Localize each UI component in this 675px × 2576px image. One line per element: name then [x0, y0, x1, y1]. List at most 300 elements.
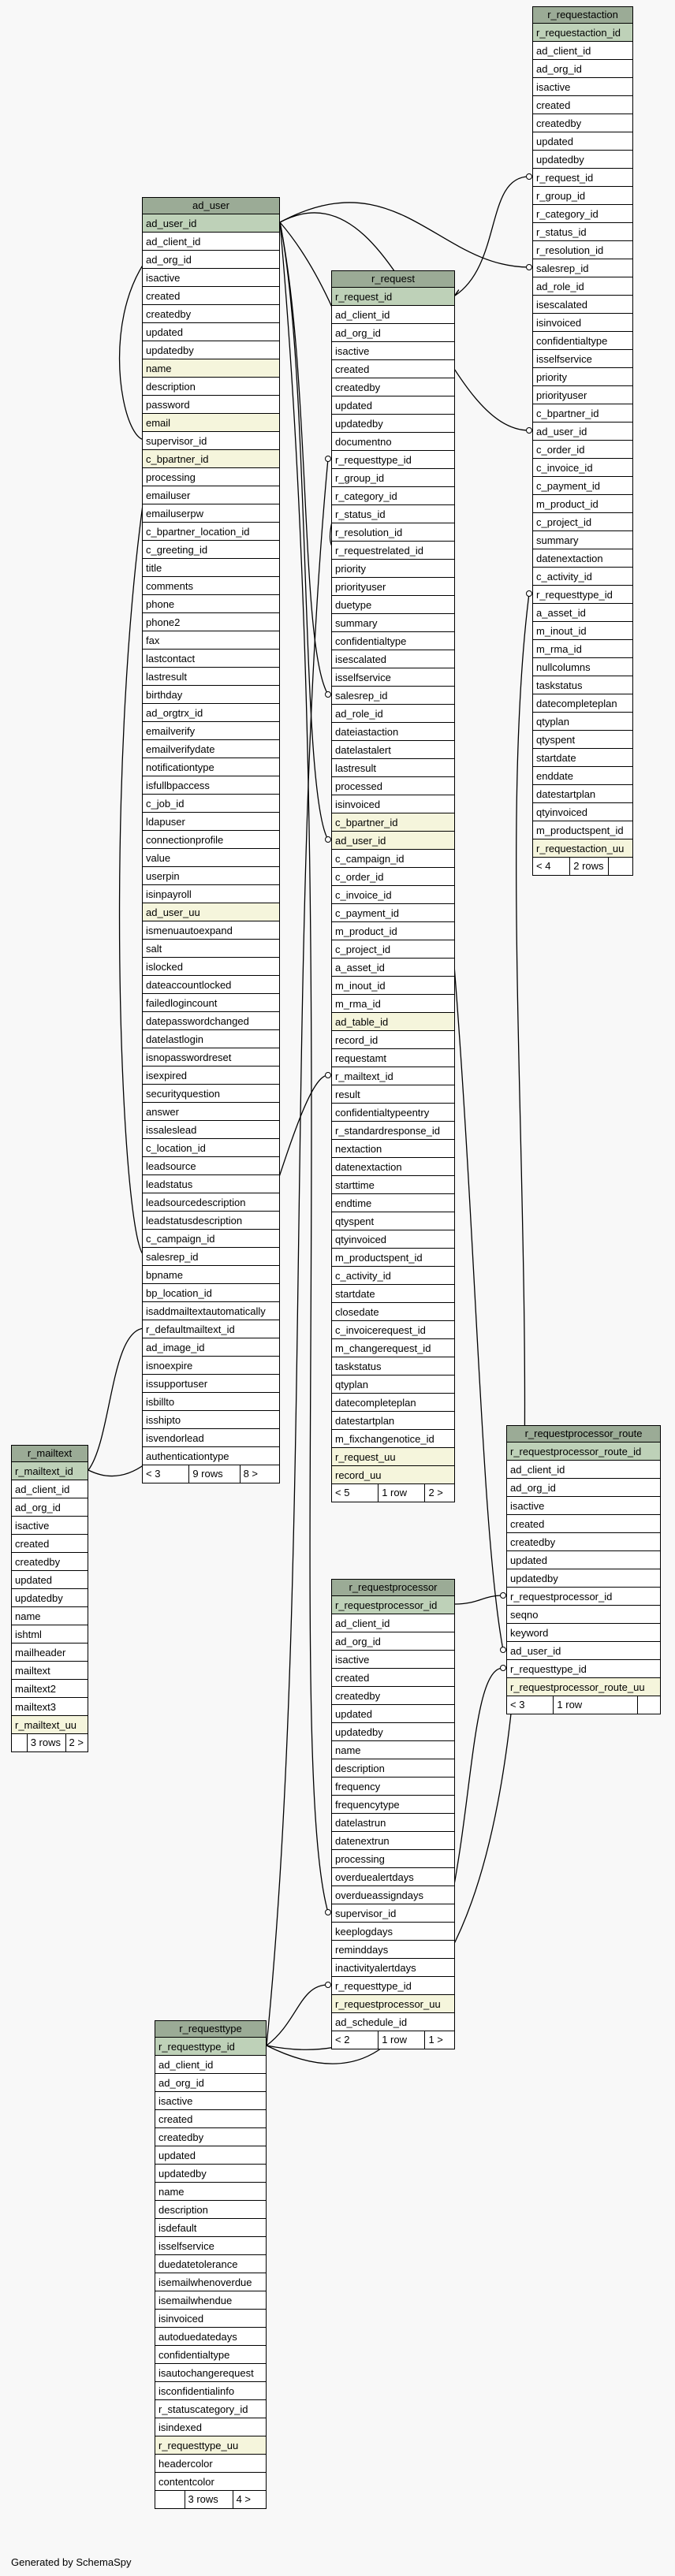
column-row[interactable]: createdby [533, 114, 632, 132]
column-row[interactable]: isaddmailtextautomatically [143, 1302, 279, 1320]
column-row[interactable]: qtyinvoiced [533, 803, 632, 821]
column-row[interactable]: dateiastaction [332, 723, 454, 741]
column-row[interactable]: r_requestprocessor_id [507, 1588, 660, 1606]
column-row[interactable]: r_request_id [332, 288, 454, 306]
column-row[interactable]: c_bpartner_id [143, 450, 279, 468]
column-row[interactable]: emailverifydate [143, 740, 279, 758]
row-count[interactable]: 3 rows [28, 1734, 66, 1751]
column-row[interactable]: ad_org_id [155, 2074, 266, 2092]
column-row[interactable]: ad_schedule_id [332, 2013, 454, 2031]
column-row[interactable]: securityquestion [143, 1085, 279, 1103]
column-row[interactable]: salesrep_id [533, 259, 632, 277]
column-row[interactable]: lastresult [332, 759, 454, 777]
column-row[interactable]: c_invoicerequest_id [332, 1321, 454, 1339]
column-row[interactable]: ad_org_id [533, 60, 632, 78]
column-row[interactable]: phone [143, 595, 279, 613]
column-row[interactable]: confidentialtype [155, 2346, 266, 2364]
column-row[interactable]: isindexed [155, 2418, 266, 2436]
column-row[interactable]: ad_client_id [507, 1461, 660, 1479]
column-row[interactable]: r_requesttype_id [332, 451, 454, 469]
column-row[interactable]: r_requesttype_id [332, 1977, 454, 1995]
column-row[interactable]: r_requestrelated_id [332, 542, 454, 560]
column-row[interactable]: enddate [533, 767, 632, 785]
column-row[interactable]: emailverify [143, 722, 279, 740]
column-row[interactable]: c_project_id [533, 513, 632, 531]
column-row[interactable]: m_productspent_id [332, 1249, 454, 1267]
column-row[interactable]: c_payment_id [332, 904, 454, 922]
column-row[interactable]: isselfservice [332, 668, 454, 687]
column-row[interactable]: c_campaign_id [332, 850, 454, 868]
column-row[interactable]: updatedby [533, 151, 632, 169]
column-row[interactable]: qtyspent [332, 1212, 454, 1230]
column-row[interactable]: ad_org_id [332, 324, 454, 342]
column-row[interactable]: mailtext3 [12, 1698, 88, 1716]
column-row[interactable]: leadstatusdescription [143, 1212, 279, 1230]
relationship-end-marker [501, 1647, 506, 1653]
column-row[interactable]: updatedby [12, 1589, 88, 1607]
column-row[interactable]: updated [332, 1705, 454, 1723]
column-row[interactable]: ad_user_id [332, 832, 454, 850]
column-row[interactable]: qtyplan [533, 713, 632, 731]
column-row[interactable]: issupportuser [143, 1375, 279, 1393]
column-row[interactable]: isinvoiced [155, 2310, 266, 2328]
column-row[interactable]: summary [533, 531, 632, 549]
column-row[interactable]: c_bpartner_id [332, 813, 454, 832]
column-row[interactable]: ad_client_id [155, 2056, 266, 2074]
column-row[interactable]: result [332, 1085, 454, 1104]
column-row[interactable]: ad_org_id [12, 1498, 88, 1517]
column-row[interactable]: m_product_id [533, 495, 632, 513]
column-row[interactable]: record_uu [332, 1466, 454, 1484]
column-row[interactable]: confidentialtype [533, 332, 632, 350]
column-row[interactable]: isinvoiced [533, 314, 632, 332]
column-row[interactable]: ishtml [12, 1625, 88, 1644]
column-row[interactable]: created [533, 96, 632, 114]
column-row[interactable]: isactive [332, 342, 454, 360]
column-row[interactable]: r_category_id [533, 205, 632, 223]
column-row[interactable]: created [332, 1669, 454, 1687]
table-footer [155, 2491, 266, 2508]
column-row[interactable]: isbillto [143, 1393, 279, 1411]
column-row[interactable]: title [143, 559, 279, 577]
column-row[interactable]: mailtext2 [12, 1680, 88, 1698]
column-row[interactable]: ad_client_id [332, 306, 454, 324]
parents-count[interactable]: < 5 [332, 1484, 379, 1502]
column-row[interactable]: islocked [143, 958, 279, 976]
column-row[interactable]: createdby [12, 1553, 88, 1571]
column-row[interactable]: updatedby [155, 2165, 266, 2183]
column-row[interactable]: c_greeting_id [143, 541, 279, 559]
children-count[interactable]: 4 > [236, 2493, 252, 2505]
column-row[interactable]: ad_role_id [533, 277, 632, 296]
column-row[interactable]: password [143, 396, 279, 414]
column-row[interactable]: datepasswordchanged [143, 1012, 279, 1030]
column-row[interactable]: emailuserpw [143, 504, 279, 523]
table-title[interactable]: ad_user [143, 198, 279, 214]
column-row[interactable]: c_bpartner_id [533, 404, 632, 423]
column-row[interactable]: c_order_id [332, 868, 454, 886]
column-row[interactable]: priorityuser [332, 578, 454, 596]
column-row[interactable]: nextaction [332, 1140, 454, 1158]
column-row[interactable]: qtyinvoiced [332, 1230, 454, 1249]
relationship-line [267, 1985, 328, 2046]
column-row[interactable]: created [12, 1535, 88, 1553]
column-row[interactable]: isvendorlead [143, 1429, 279, 1447]
column-row[interactable]: datelastrun [332, 1814, 454, 1832]
column-row[interactable]: closedate [332, 1303, 454, 1321]
column-row[interactable]: c_payment_id [533, 477, 632, 495]
column-row[interactable]: datelastalert [332, 741, 454, 759]
row-count[interactable]: 2 rows [570, 858, 609, 875]
column-row[interactable]: description [332, 1759, 454, 1778]
column-row[interactable]: m_inout_id [533, 622, 632, 640]
table-r-requestprocessor-route [506, 1425, 661, 1714]
column-row[interactable]: r_mailtext_id [332, 1067, 454, 1085]
column-row[interactable]: isemailwhenoverdue [155, 2273, 266, 2291]
column-row[interactable]: r_group_id [533, 187, 632, 205]
relationship-end-marker [326, 1073, 331, 1078]
column-row[interactable]: r_resolution_id [332, 523, 454, 542]
column-row[interactable]: isdefault [155, 2219, 266, 2237]
column-row[interactable]: contentcolor [155, 2473, 266, 2491]
column-row[interactable]: frequencytype [332, 1796, 454, 1814]
relationship-end-marker [326, 692, 331, 698]
column-row[interactable]: createdby [143, 305, 279, 323]
column-row[interactable]: r_mailtext_id [12, 1462, 88, 1480]
parents-count[interactable]: < 3 [143, 1465, 189, 1483]
column-row[interactable]: failedlogincount [143, 994, 279, 1012]
column-row[interactable]: ad_client_id [332, 1614, 454, 1632]
children-count[interactable]: 8 > [243, 1468, 258, 1480]
column-row[interactable]: inactivityalertdays [332, 1959, 454, 1977]
column-row[interactable]: datenextaction [332, 1158, 454, 1176]
column-row[interactable]: isactive [507, 1497, 660, 1515]
column-row[interactable]: bp_location_id [143, 1284, 279, 1302]
column-row[interactable]: salt [143, 940, 279, 958]
children-count[interactable]: 2 > [428, 1487, 443, 1498]
column-row[interactable]: datecompleteplan [533, 694, 632, 713]
column-row[interactable]: ad_role_id [332, 705, 454, 723]
column-row[interactable]: m_rma_id [332, 995, 454, 1013]
relationship-end-marker [326, 837, 331, 843]
column-row[interactable]: frequency [332, 1778, 454, 1796]
column-row[interactable]: c_activity_id [332, 1267, 454, 1285]
column-row[interactable]: isinvoiced [332, 795, 454, 813]
relationship-end-marker [326, 1982, 331, 1988]
column-row[interactable]: supervisor_id [143, 432, 279, 450]
table-title[interactable]: r_request [332, 271, 454, 288]
column-row[interactable]: isnopasswordreset [143, 1048, 279, 1067]
column-row[interactable]: ad_user_id [507, 1642, 660, 1660]
column-row[interactable]: updated [12, 1571, 88, 1589]
column-row[interactable]: created [332, 360, 454, 378]
column-row[interactable]: priority [332, 560, 454, 578]
relationship-line [280, 203, 529, 267]
column-row[interactable]: salesrep_id [332, 687, 454, 705]
column-row[interactable]: m_inout_id [332, 977, 454, 995]
column-row[interactable]: leadstatus [143, 1175, 279, 1193]
column-row[interactable]: r_requesttype_id [507, 1660, 660, 1678]
column-row[interactable]: createdby [332, 1687, 454, 1705]
column-row[interactable]: lastresult [143, 668, 279, 686]
column-row[interactable]: ad_org_id [332, 1632, 454, 1651]
column-row[interactable]: value [143, 849, 279, 867]
column-row[interactable]: priorityuser [533, 386, 632, 404]
column-row[interactable]: datestartplan [533, 785, 632, 803]
column-row[interactable]: r_request_uu [332, 1448, 454, 1466]
column-row[interactable]: isinpayroll [143, 885, 279, 903]
column-row[interactable]: ad_client_id [533, 42, 632, 60]
column-row[interactable]: phone2 [143, 613, 279, 631]
column-row[interactable]: createdby [332, 378, 454, 396]
column-row[interactable]: r_status_id [332, 505, 454, 523]
column-row[interactable]: overduealertdays [332, 1868, 454, 1886]
column-row[interactable]: isconfidentialinfo [155, 2382, 266, 2400]
column-row[interactable]: m_fixchangenotice_id [332, 1430, 454, 1448]
column-row[interactable]: datelastlogin [143, 1030, 279, 1048]
column-row[interactable]: birthday [143, 686, 279, 704]
column-row[interactable]: processed [332, 777, 454, 795]
column-row[interactable]: isselfservice [155, 2237, 266, 2255]
column-row[interactable]: r_requestprocessor_route_uu [507, 1678, 660, 1696]
column-row[interactable]: updated [332, 396, 454, 415]
column-row[interactable]: r_statuscategory_id [155, 2400, 266, 2418]
column-row[interactable]: isactive [332, 1651, 454, 1669]
column-row[interactable]: a_asset_id [332, 959, 454, 977]
children-count[interactable]: 1 > [428, 2034, 443, 2046]
table-footer [143, 1465, 279, 1483]
column-row[interactable]: answer [143, 1103, 279, 1121]
table-title[interactable]: r_requestprocessor_route [507, 1426, 660, 1442]
column-row[interactable]: isselfservice [533, 350, 632, 368]
column-row[interactable]: keyword [507, 1624, 660, 1642]
column-row[interactable]: c_invoice_id [332, 886, 454, 904]
column-row[interactable]: c_bpartner_location_id [143, 523, 279, 541]
column-row[interactable]: seqno [507, 1606, 660, 1624]
column-row[interactable]: ad_user_uu [143, 903, 279, 921]
relationship-end-marker [501, 1593, 506, 1599]
parents-count[interactable]: < 2 [332, 2031, 379, 2049]
column-row[interactable]: a_asset_id [533, 604, 632, 622]
column-row[interactable]: supervisor_id [332, 1904, 454, 1923]
column-row[interactable]: emailuser [143, 486, 279, 504]
row-count[interactable]: 3 rows [185, 2491, 233, 2508]
column-row[interactable]: qtyplan [332, 1375, 454, 1394]
column-row[interactable]: ad_user_id [143, 214, 279, 233]
column-row[interactable]: authenticationtype [143, 1447, 279, 1465]
column-row[interactable]: updated [533, 132, 632, 151]
column-row[interactable]: r_mailtext_uu [12, 1716, 88, 1734]
column-row[interactable]: reminddays [332, 1941, 454, 1959]
column-row[interactable]: r_status_id [533, 223, 632, 241]
column-row[interactable]: salesrep_id [143, 1248, 279, 1266]
column-row[interactable]: keeplogdays [332, 1923, 454, 1941]
column-row[interactable]: datecompleteplan [332, 1394, 454, 1412]
column-row[interactable]: created [155, 2110, 266, 2128]
column-row[interactable]: leadsource [143, 1157, 279, 1175]
column-row[interactable]: m_rma_id [533, 640, 632, 658]
column-row[interactable]: isactive [12, 1517, 88, 1535]
column-row[interactable]: lastcontact [143, 650, 279, 668]
column-row[interactable]: overdueassigndays [332, 1886, 454, 1904]
column-row[interactable]: updated [143, 323, 279, 341]
table-title[interactable]: r_requestaction [533, 7, 632, 24]
column-row[interactable]: r_requestaction_id [533, 24, 632, 42]
column-row[interactable]: ad_user_id [533, 423, 632, 441]
column-row[interactable]: isemailwhendue [155, 2291, 266, 2310]
column-row[interactable]: r_requestprocessor_uu [332, 1995, 454, 2013]
column-row[interactable]: taskstatus [332, 1357, 454, 1375]
column-row[interactable]: autoduedatedays [155, 2328, 266, 2346]
column-row[interactable]: updatedby [143, 341, 279, 359]
column-row[interactable]: mailtext [12, 1662, 88, 1680]
column-row[interactable]: r_category_id [332, 487, 454, 505]
column-row[interactable]: ad_org_id [143, 251, 279, 269]
column-row[interactable]: c_activity_id [533, 568, 632, 586]
table-title[interactable]: r_requestprocessor [332, 1580, 454, 1596]
column-row[interactable]: c_job_id [143, 795, 279, 813]
column-row[interactable]: userpin [143, 867, 279, 885]
column-row[interactable]: notificationtype [143, 758, 279, 776]
column-row[interactable]: ad_org_id [507, 1479, 660, 1497]
column-row[interactable]: name [143, 359, 279, 378]
column-row[interactable]: bpname [143, 1266, 279, 1284]
column-row[interactable]: name [12, 1607, 88, 1625]
column-row[interactable]: endtime [332, 1194, 454, 1212]
column-row[interactable]: summary [332, 614, 454, 632]
column-row[interactable]: m_changerequest_id [332, 1339, 454, 1357]
column-row[interactable]: m_product_id [332, 922, 454, 940]
column-row[interactable]: ad_client_id [12, 1480, 88, 1498]
column-row[interactable]: ad_image_id [143, 1338, 279, 1357]
column-row[interactable]: duetype [332, 596, 454, 614]
column-row[interactable]: comments [143, 577, 279, 595]
row-count[interactable]: 9 rows [189, 1465, 240, 1483]
column-row[interactable]: r_request_id [533, 169, 632, 187]
column-row[interactable]: isactive [533, 78, 632, 96]
parents-count[interactable]: < 4 [533, 858, 570, 875]
parents-count[interactable]: < 3 [507, 1696, 554, 1714]
column-row[interactable]: confidentialtypeentry [332, 1104, 454, 1122]
column-row[interactable]: description [143, 378, 279, 396]
column-row[interactable]: documentno [332, 433, 454, 451]
column-row[interactable]: createdby [507, 1533, 660, 1551]
column-row[interactable]: updated [507, 1551, 660, 1569]
column-row[interactable]: updatedby [332, 1723, 454, 1741]
column-row[interactable]: datenextaction [533, 549, 632, 568]
column-row[interactable]: description [155, 2201, 266, 2219]
column-row[interactable]: nullcolumns [533, 658, 632, 676]
children-count[interactable] [638, 1696, 660, 1714]
column-row[interactable]: qtyspent [533, 731, 632, 749]
column-row[interactable]: processing [143, 468, 279, 486]
column-row[interactable]: ad_client_id [143, 233, 279, 251]
parents-count[interactable] [155, 2491, 185, 2508]
row-count[interactable]: 1 row [554, 1696, 638, 1714]
column-row[interactable]: r_resolution_id [533, 241, 632, 259]
column-row[interactable]: processing [332, 1850, 454, 1868]
column-row[interactable]: fax [143, 631, 279, 650]
column-row[interactable]: r_requestaction_uu [533, 839, 632, 858]
column-row[interactable]: isescalated [533, 296, 632, 314]
column-row[interactable]: createdby [155, 2128, 266, 2146]
column-row[interactable]: c_campaign_id [143, 1230, 279, 1248]
column-row[interactable]: leadsourcedescription [143, 1193, 279, 1212]
column-row[interactable]: created [507, 1515, 660, 1533]
column-row[interactable]: starttime [332, 1176, 454, 1194]
column-row[interactable]: r_standardresponse_id [332, 1122, 454, 1140]
relationship-end-marker [527, 265, 532, 270]
parents-count[interactable] [12, 1734, 28, 1751]
column-row[interactable]: name [155, 2183, 266, 2201]
column-row[interactable]: startdate [533, 749, 632, 767]
column-row[interactable]: c_location_id [143, 1139, 279, 1157]
column-row[interactable]: r_requestprocessor_id [332, 1596, 454, 1614]
column-row[interactable]: record_id [332, 1031, 454, 1049]
children-count[interactable] [609, 858, 632, 875]
table-title[interactable]: r_requesttype [155, 2021, 266, 2038]
column-row[interactable]: r_defaultmailtext_id [143, 1320, 279, 1338]
column-row[interactable]: name [332, 1741, 454, 1759]
column-row[interactable]: datenextrun [332, 1832, 454, 1850]
column-row[interactable]: c_order_id [533, 441, 632, 459]
column-row[interactable]: ad_table_id [332, 1013, 454, 1031]
column-row[interactable]: startdate [332, 1285, 454, 1303]
column-row[interactable]: connectionprofile [143, 831, 279, 849]
column-row[interactable]: datestartplan [332, 1412, 454, 1430]
column-row[interactable]: mailheader [12, 1644, 88, 1662]
column-row[interactable]: created [143, 287, 279, 305]
column-row[interactable]: dateaccountlocked [143, 976, 279, 994]
generated-by-credit: Generated by SchemaSpy [11, 2556, 132, 2568]
row-count[interactable]: 1 row [379, 2031, 425, 2049]
column-row[interactable]: ismenuautoexpand [143, 921, 279, 940]
row-count[interactable]: 1 row [379, 1484, 425, 1502]
table-title[interactable]: r_mailtext [12, 1446, 88, 1462]
column-row[interactable]: r_requestprocessor_route_id [507, 1442, 660, 1461]
column-row[interactable]: confidentialtype [332, 632, 454, 650]
column-row[interactable]: taskstatus [533, 676, 632, 694]
column-row[interactable]: isshipto [143, 1411, 279, 1429]
column-row[interactable]: ldapuser [143, 813, 279, 831]
column-row[interactable]: ad_orgtrx_id [143, 704, 279, 722]
column-row[interactable]: isactive [143, 269, 279, 287]
column-row[interactable]: issaleslead [143, 1121, 279, 1139]
column-row[interactable]: r_group_id [332, 469, 454, 487]
column-row[interactable]: m_productspent_id [533, 821, 632, 839]
children-count[interactable]: 2 > [69, 1737, 84, 1748]
column-row[interactable]: email [143, 414, 279, 432]
column-row[interactable]: updated [155, 2146, 266, 2165]
column-row[interactable]: duedatetolerance [155, 2255, 266, 2273]
column-row[interactable]: r_requesttype_id [533, 586, 632, 604]
column-row[interactable]: isexpired [143, 1067, 279, 1085]
column-row[interactable]: r_requesttype_uu [155, 2436, 266, 2455]
column-row[interactable]: isautochangerequest [155, 2364, 266, 2382]
column-row[interactable]: requestamt [332, 1049, 454, 1067]
column-row[interactable]: r_requesttype_id [155, 2038, 266, 2056]
column-row[interactable]: c_project_id [332, 940, 454, 959]
column-row[interactable]: updatedby [507, 1569, 660, 1588]
column-row[interactable]: isactive [155, 2092, 266, 2110]
column-row[interactable]: headercolor [155, 2455, 266, 2473]
column-row[interactable]: isfullbpaccess [143, 776, 279, 795]
column-row[interactable]: c_invoice_id [533, 459, 632, 477]
column-row[interactable]: isescalated [332, 650, 454, 668]
column-row[interactable]: isnoexpire [143, 1357, 279, 1375]
column-row[interactable]: updatedby [332, 415, 454, 433]
column-row[interactable]: priority [533, 368, 632, 386]
